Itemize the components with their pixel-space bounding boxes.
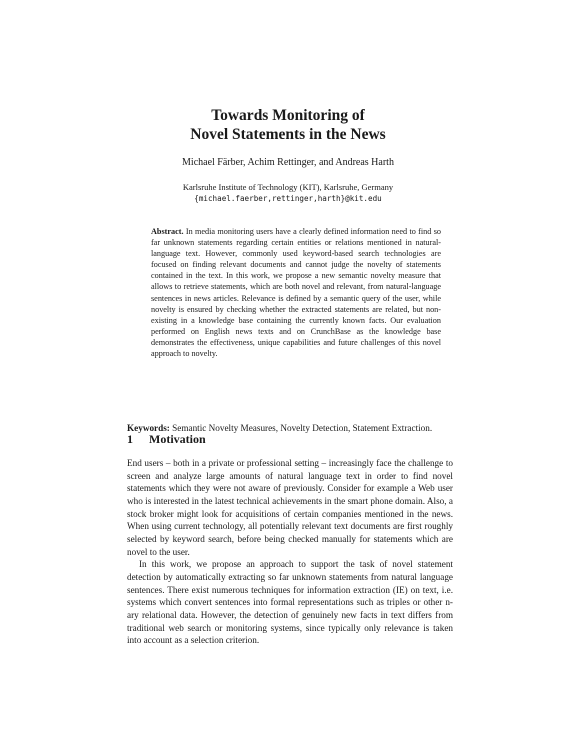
title-line-1: Towards Monitoring of [211,107,365,124]
author-list: Michael Färber, Achim Rettinger, and Andreas Harth [182,157,394,168]
keywords-label: Keywords: [127,423,170,433]
abstract-text: In media monitoring users have a clearly defined information need to find so far unknown statements regarding certain entities or relations mentioned in natural-language text. However, commonly used keyword-based search technologies are focused on finding relevant documents and cannot judge the novelty of statements contained in the text. In this work, we propose a new semantic novelty measure that allows to retrieve statements, which are both novel and relevant, from natural-language sentences in news articles. Relevance is defined by a semantic query of the user, while novelty is ensured by checking whether the extracted statements are related, but non-existing in a knowledge base containing the currently known facts. Our evaluation performed on English news texts and on CrunchBase as the knowledge base demonstrates the effectiveness, unique capabilities and future challenges of this novel approach to novelty. [151,227,442,359]
author-emails: {michael.faerber,rettinger,harth}@kit.edu [194,194,382,203]
paragraph-1: End users – both in a private or professional setting – increasingly face the challenge to screen and analyze large amounts of natural language text in order to find novel statements which they were not aware of previously. Consider for example a Web user who is interested in the latest technical achievements in the smart phone domain. Also, a stock broker might look for acquisitions of certain companies mentioned in the news. When using current technology, all potentially relevant text documents are first roughly selected by keyword search, before being checked manually for statements which are novel to the user. [127,458,453,557]
title-line-2: Novel Statements in the News [190,126,386,143]
keywords-text: Semantic Novelty Measures, Novelty Detection, Statement Extraction. [172,423,433,433]
paper-title [0,106,576,144]
section-heading [127,432,206,447]
abstract [151,226,441,359]
affiliation-block [0,182,576,204]
paragraph-2: In this work, we propose an approach to support the task of novel statement detection by automatically extracting so far unknown statements from natural language sentences. There exist numerous techniques for information extraction (IE) on text, i.e. systems which convert sentences into formal representations such as triples or other n-ary relational data. However, the detection of genuinely new facts in text differs from traditional web search or monitoring systems, since typically only relevance is taken into account as a selection criterion. [127,559,453,646]
section-number: 1 [127,432,133,446]
section-body [127,457,453,647]
affiliation: Karlsruhe Institute of Technology (KIT), Karlsruhe, Germany [182,182,394,192]
section-title: Motivation [149,432,206,446]
abstract-label: Abstract. [151,227,184,236]
